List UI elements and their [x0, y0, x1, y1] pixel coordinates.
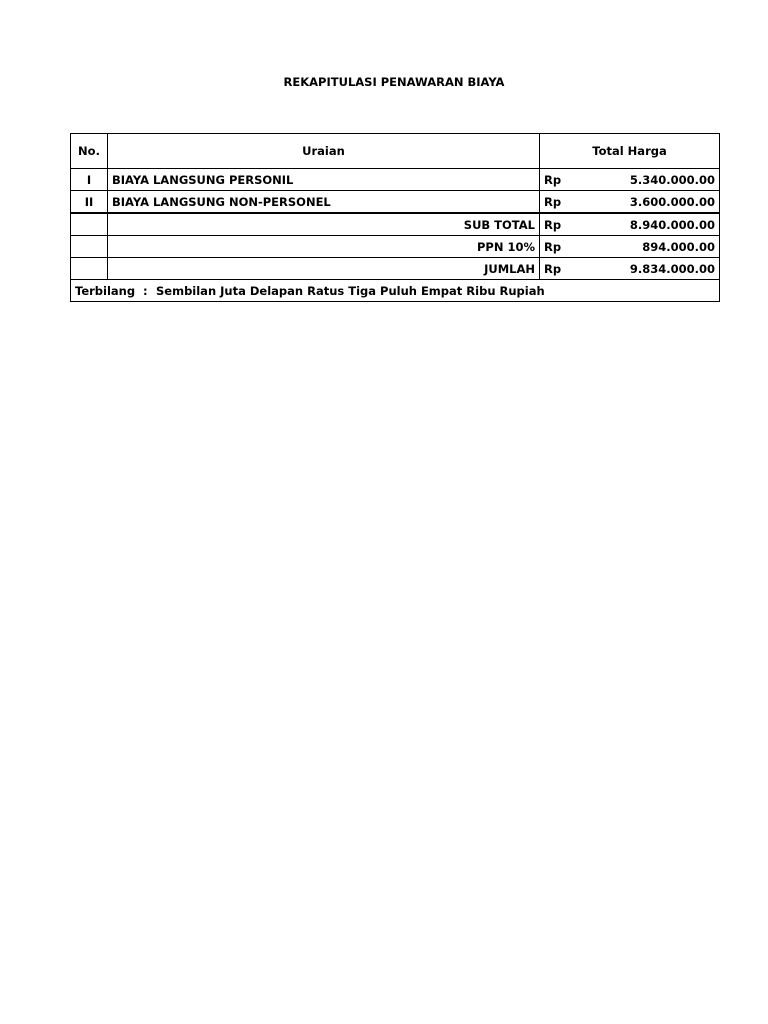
- row-number: II: [71, 191, 108, 214]
- ppn-currency: Rp: [540, 236, 600, 258]
- subtotal-row: [71, 213, 720, 236]
- terbilang-label: Terbilang: [75, 283, 136, 298]
- subtotal-amount: 8.940.000.00: [600, 213, 720, 236]
- subtotal-label: SUB TOTAL: [108, 213, 540, 236]
- empty-cell: [71, 236, 108, 258]
- row-currency: Rp: [540, 191, 600, 214]
- cost-recap-table: [70, 133, 720, 302]
- ppn-amount: 894.000.00: [600, 236, 720, 258]
- row-amount: 3.600.000.00: [600, 191, 720, 214]
- row-description: BIAYA LANGSUNG NON-PERSONEL: [108, 191, 540, 214]
- jumlah-label: JUMLAH: [108, 258, 540, 280]
- table-row: [71, 191, 720, 214]
- table-row: [71, 169, 720, 191]
- ppn-label: PPN 10%: [108, 236, 540, 258]
- terbilang-colon: :: [143, 283, 148, 298]
- header-total-harga: Total Harga: [540, 134, 720, 169]
- terbilang-cell: [71, 280, 720, 302]
- header-uraian: Uraian: [108, 134, 540, 169]
- subtotal-currency: Rp: [540, 213, 600, 236]
- header-no: No.: [71, 134, 108, 169]
- jumlah-amount: 9.834.000.00: [600, 258, 720, 280]
- row-description: BIAYA LANGSUNG PERSONIL: [108, 169, 540, 191]
- table-header-row: [71, 134, 720, 169]
- empty-cell: [71, 213, 108, 236]
- row-number: I: [71, 169, 108, 191]
- empty-cell: [71, 258, 108, 280]
- row-amount: 5.340.000.00: [600, 169, 720, 191]
- ppn-row: [71, 236, 720, 258]
- jumlah-row: [71, 258, 720, 280]
- page-title: REKAPITULASI PENAWARAN BIAYA: [283, 75, 505, 89]
- jumlah-currency: Rp: [540, 258, 600, 280]
- row-currency: Rp: [540, 169, 600, 191]
- terbilang-text: Sembilan Juta Delapan Ratus Tiga Puluh Empat Ribu Rupiah: [156, 283, 545, 298]
- terbilang-row: [71, 280, 720, 302]
